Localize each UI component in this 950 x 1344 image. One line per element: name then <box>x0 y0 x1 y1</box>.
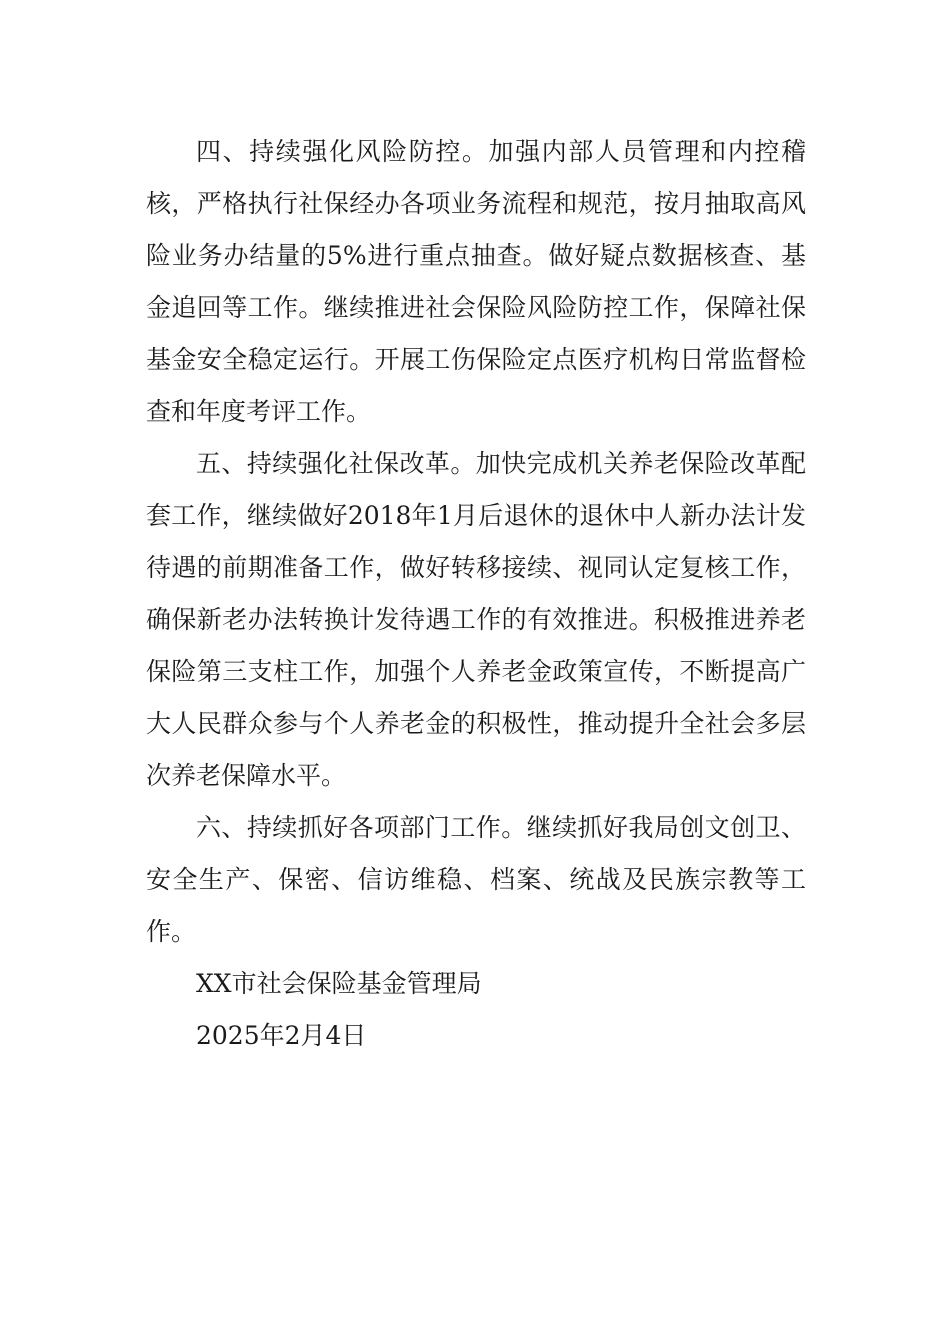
paragraph-department-work: 六、持续抓好各项部门工作。继续抓好我局创文创卫、安全生产、保密、信访维稳、档案、统战及民族宗教等工作。 <box>146 813 806 946</box>
paragraph-risk-control: 四、持续强化风险防控。加强内部人员管理和内控稽核，严格执行社保经办各项业务流程和规范，按月抽取高风险业务办结量的5%进行重点抽查。做好疑点数据核查、基金追回等工作。继续推进社会保险风险防控工作，保障社保基金安全稳定运行。开展工伤保险定点医疗机构日常监督检查和年度考评工作。 <box>146 137 806 426</box>
signature-date: 2025年2月4日 <box>196 1021 367 1050</box>
signature-organization: XX市社会保险基金管理局 <box>196 969 482 998</box>
paragraph-social-security-reform: 五、持续强化社保改革。加快完成机关养老保险改革配套工作，继续做好2018年1月后退休的退休中人新办法计发待遇的前期准备工作，做好转移接续、视同认定复核工作，确保新老办法转换计发待遇工作的有效推进。积极推进养老保险第三支柱工作，加强个人养老金政策宣传，不断提高广大人民群众参与个人养老金的积极性，推动提升全社会多层次养老保障水平。 <box>146 449 806 790</box>
document-body <box>146 126 806 1062</box>
